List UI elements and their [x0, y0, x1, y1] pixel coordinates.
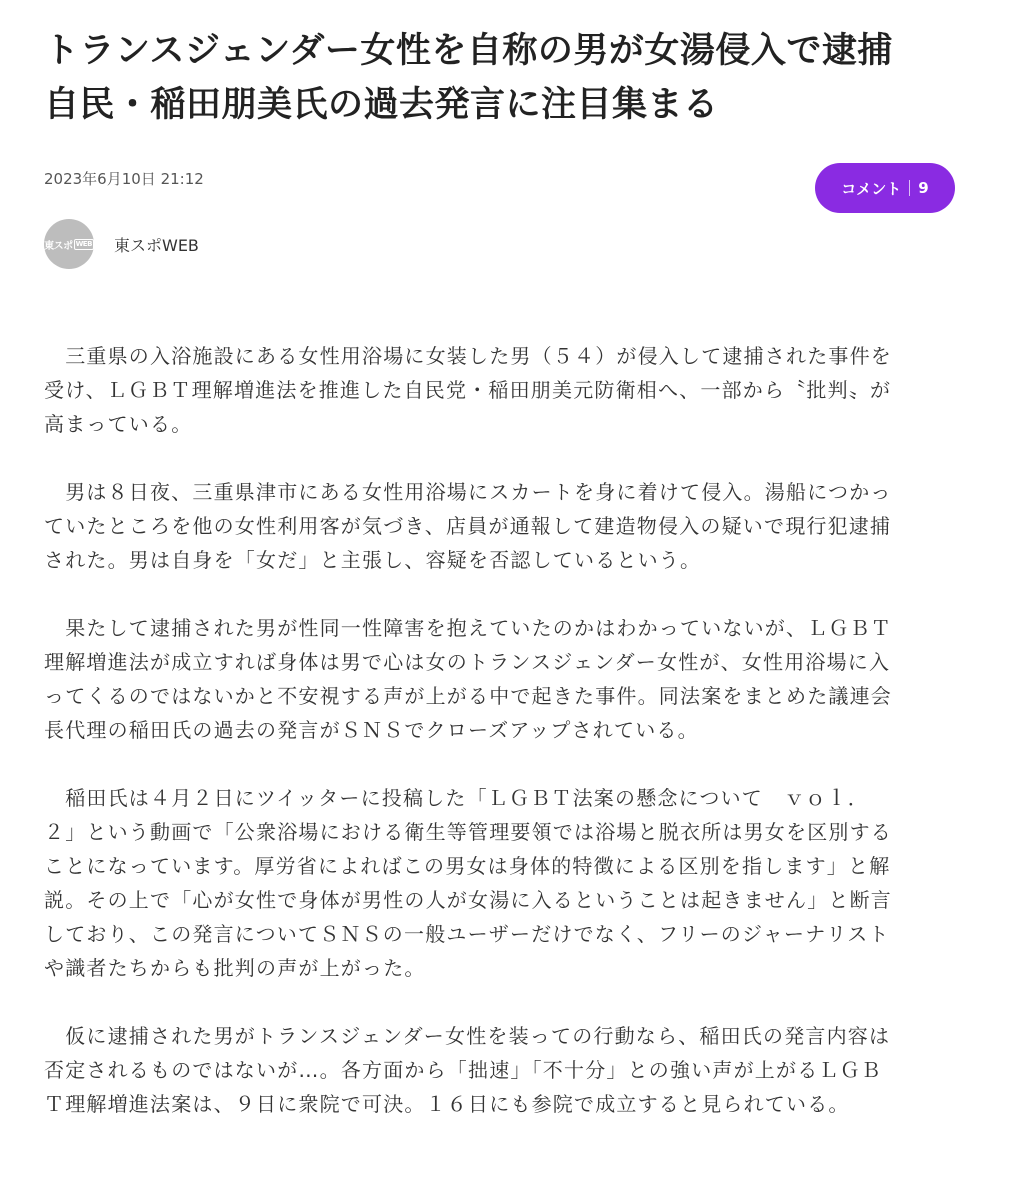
paragraph-line: 高まっている。 [44, 412, 193, 436]
paragraph-line: Ｔ理解増進法案は、９日に衆院で可決。１６日にも参院で成立すると見られている。 [44, 1092, 850, 1116]
paragraph [44, 339, 974, 441]
comment-divider [909, 180, 910, 196]
paragraph-line: 仮に逮捕された男がトランスジェンダー女性を装っての行動なら、稲田氏の発言内容は [44, 1024, 891, 1048]
paragraph [44, 611, 974, 747]
paragraph-line: や識者たちからも批判の声が上がった。 [44, 956, 426, 980]
publisher-name[interactable]: 東スポWEB [114, 235, 199, 255]
paragraph-line: 長代理の稲田氏の過去の発言がＳＮＳでクローズアップされている。 [44, 718, 699, 742]
paragraph-line: ていたところを他の女性利用客が気づき、店員が通報して建造物侵入の疑いで現行犯逮捕 [44, 514, 892, 538]
paragraph-line: 説。その上で「心が女性で身体が男性の人が女湯に入るということは起きません」と断言 [44, 888, 892, 912]
paragraph-line: 理解増進法が成立すれば身体は男で心は女のトランスジェンダー女性が、女性用浴場に入 [44, 650, 891, 674]
paragraph-line: ２」という動画で「公衆浴場における衛生等管理要領では浴場と脱衣所は男女を区別する [44, 820, 892, 844]
article-headline [44, 24, 974, 132]
publisher-logo-text: 東スポ [44, 240, 73, 252]
paragraph-line: 否定されるものではないが…。各方面から「拙速」「不十分」との強い声が上がるＬＧＢ [44, 1058, 882, 1082]
paragraph [44, 781, 974, 985]
headline-line: 自民・稲田朋美氏の過去発言に注目集まる [44, 85, 719, 125]
headline-line: トランスジェンダー女性を自称の男が女湯侵入で逮捕 [44, 31, 893, 71]
paragraph [44, 1019, 974, 1121]
comment-button-label: コメント [841, 179, 902, 198]
paragraph-line: ことになっています。厚労省によればこの男女は身体的特徴による区別を指します」と解 [44, 854, 891, 878]
paragraph-line: 男は８日夜、三重県津市にある女性用浴場にスカートを身に着けて侵入。湯船につかっ [44, 480, 892, 504]
paragraph-line: ってくるのではないかと不安視する声が上がる中で起きた事件。同法案をまとめた議連会 [44, 684, 892, 708]
publisher-logo[interactable] [44, 219, 94, 269]
comment-count: 9 [918, 179, 929, 197]
paragraph [44, 475, 974, 577]
publisher-logo-tag: WEB [75, 239, 92, 248]
paragraph-line: 稲田氏は４月２日にツイッターに投稿した「ＬＧＢＴ法案の懸念について ｖｏｌ． [44, 786, 869, 810]
publisher[interactable] [44, 218, 199, 270]
paragraph-line: 受け、ＬＧＢＴ理解増進法を推進した自民党・稲田朋美元防衛相へ、一部から〝批判〟が [44, 378, 892, 402]
paragraph-line: しており、この発言についてＳＮＳの一般ユーザーだけでなく、フリーのジャーナリスト [44, 922, 890, 946]
comment-button[interactable] [815, 163, 955, 213]
paragraph-line: された。男は自身を「女だ」と主張し、容疑を否認しているという。 [44, 548, 702, 572]
paragraph-line: 三重県の入浴施設にある女性用浴場に女装した男（５４）が侵入して逮捕された事件を [44, 344, 892, 368]
article-body [44, 339, 974, 1155]
publish-timestamp: 2023年6月10日 21:12 [44, 170, 204, 188]
paragraph-line: 果たして逮捕された男が性同一性障害を抱えていたのかはわかっていないが、ＬＧＢＴ [44, 616, 892, 640]
